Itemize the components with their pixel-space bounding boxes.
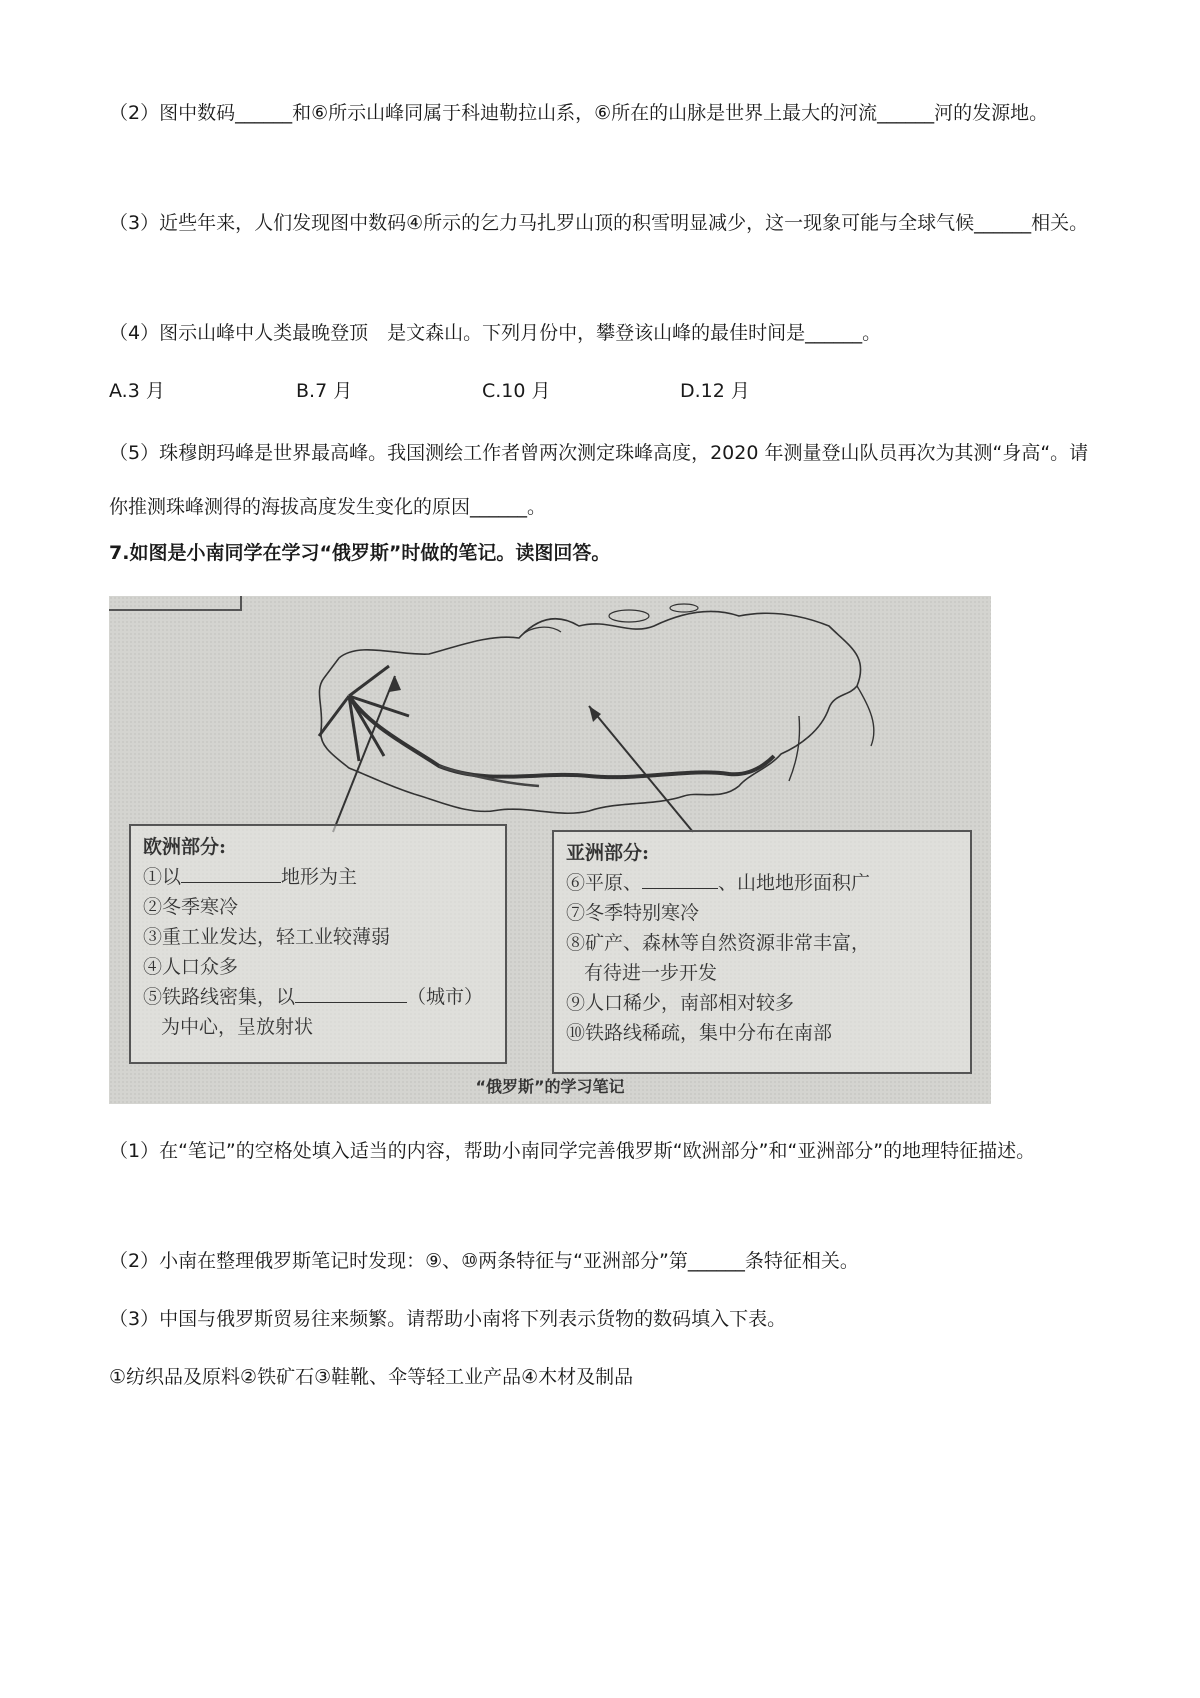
- europe-item-1: ①以 地形为主: [143, 866, 358, 888]
- q6-part5: （5）珠穆朗玛峰是世界最高峰。我国测绘工作者曾两次测定珠峰高度，2020 年测量登山队员再次为其测“身高“。请你推测珠峰测得的海拔高度发生变化的原因______。: [109, 442, 1089, 518]
- asia-item-6: ⑥平原、 、山地地形面积广: [566, 872, 871, 894]
- option-b: B.7 月: [296, 380, 353, 402]
- q6-part4: （4）图示山峰中人类最晚登顶 是文森山。下列月份中，攀登该山峰的最佳时间是______。: [109, 322, 882, 344]
- q7-goods-list: ①纺织品及原料②铁矿石③鞋靴、伞等轻工业产品④木材及制品: [109, 1366, 634, 1388]
- option-d: D.12 月: [680, 380, 750, 402]
- figure-caption: “俄罗斯”的学习笔记: [475, 1077, 625, 1096]
- europe-item-2: ②冬季寒冷: [143, 896, 239, 918]
- question-7-title: 7.如图是小南同学在学习“俄罗斯”时做的笔记。读图回答。: [109, 542, 611, 564]
- q7-part3: （3）中国与俄罗斯贸易往来频繁。请帮助小南将下列表示货物的数码填入下表。: [109, 1308, 787, 1330]
- option-c: C.10 月: [482, 380, 551, 402]
- asia-item-8-cont: 有待进一步开发: [584, 962, 718, 984]
- asia-item-7: ⑦冬季特别寒冷: [566, 902, 700, 924]
- europe-item-4: ④人口众多: [143, 956, 239, 978]
- q6-part2: （2）图中数码______和⑥所示山峰同属于科迪勒拉山系，⑥所在的山脉是世界上最大的河流______河的发源地。: [109, 102, 1049, 124]
- blank-landform[interactable]: [642, 870, 718, 889]
- asia-notes-box: [552, 830, 972, 1074]
- blank-city[interactable]: [295, 984, 407, 1003]
- q6-part3: （3）近些年来，人们发现图中数码④所示的乞力马扎罗山顶的积雪明显减少，这一现象可能与全球气候______相关。: [109, 212, 1089, 234]
- europe-item-3: ③重工业发达，轻工业较薄弱: [143, 926, 391, 948]
- blank-terrain[interactable]: [181, 864, 281, 883]
- q7-part2: （2）小南在整理俄罗斯笔记时发现：⑨、⑩两条特征与“亚洲部分”第______条特征相关。: [109, 1250, 859, 1272]
- q7-part1: （1）在“笔记”的空格处填入适当的内容，帮助小南同学完善俄罗斯“欧洲部分”和“亚洲部分”的地理特征描述。: [109, 1140, 1036, 1162]
- europe-item-5-cont: 为中心，呈放射状: [161, 1016, 314, 1038]
- option-a: A.3 月: [109, 380, 165, 402]
- europe-title: 欧洲部分:: [143, 836, 227, 858]
- asia-item-9: ⑨人口稀少，南部相对较多: [566, 992, 795, 1014]
- europe-notes-box: [129, 824, 507, 1064]
- russia-notes-figure: [109, 596, 991, 1104]
- europe-item-5: ⑤铁路线密集，以 （城市）: [143, 986, 484, 1008]
- asia-title: 亚洲部分:: [566, 842, 650, 864]
- asia-item-8: ⑧矿产、森林等自然资源非常丰富，: [566, 932, 871, 954]
- asia-item-10: ⑩铁路线稀疏，集中分布在南部: [566, 1022, 833, 1044]
